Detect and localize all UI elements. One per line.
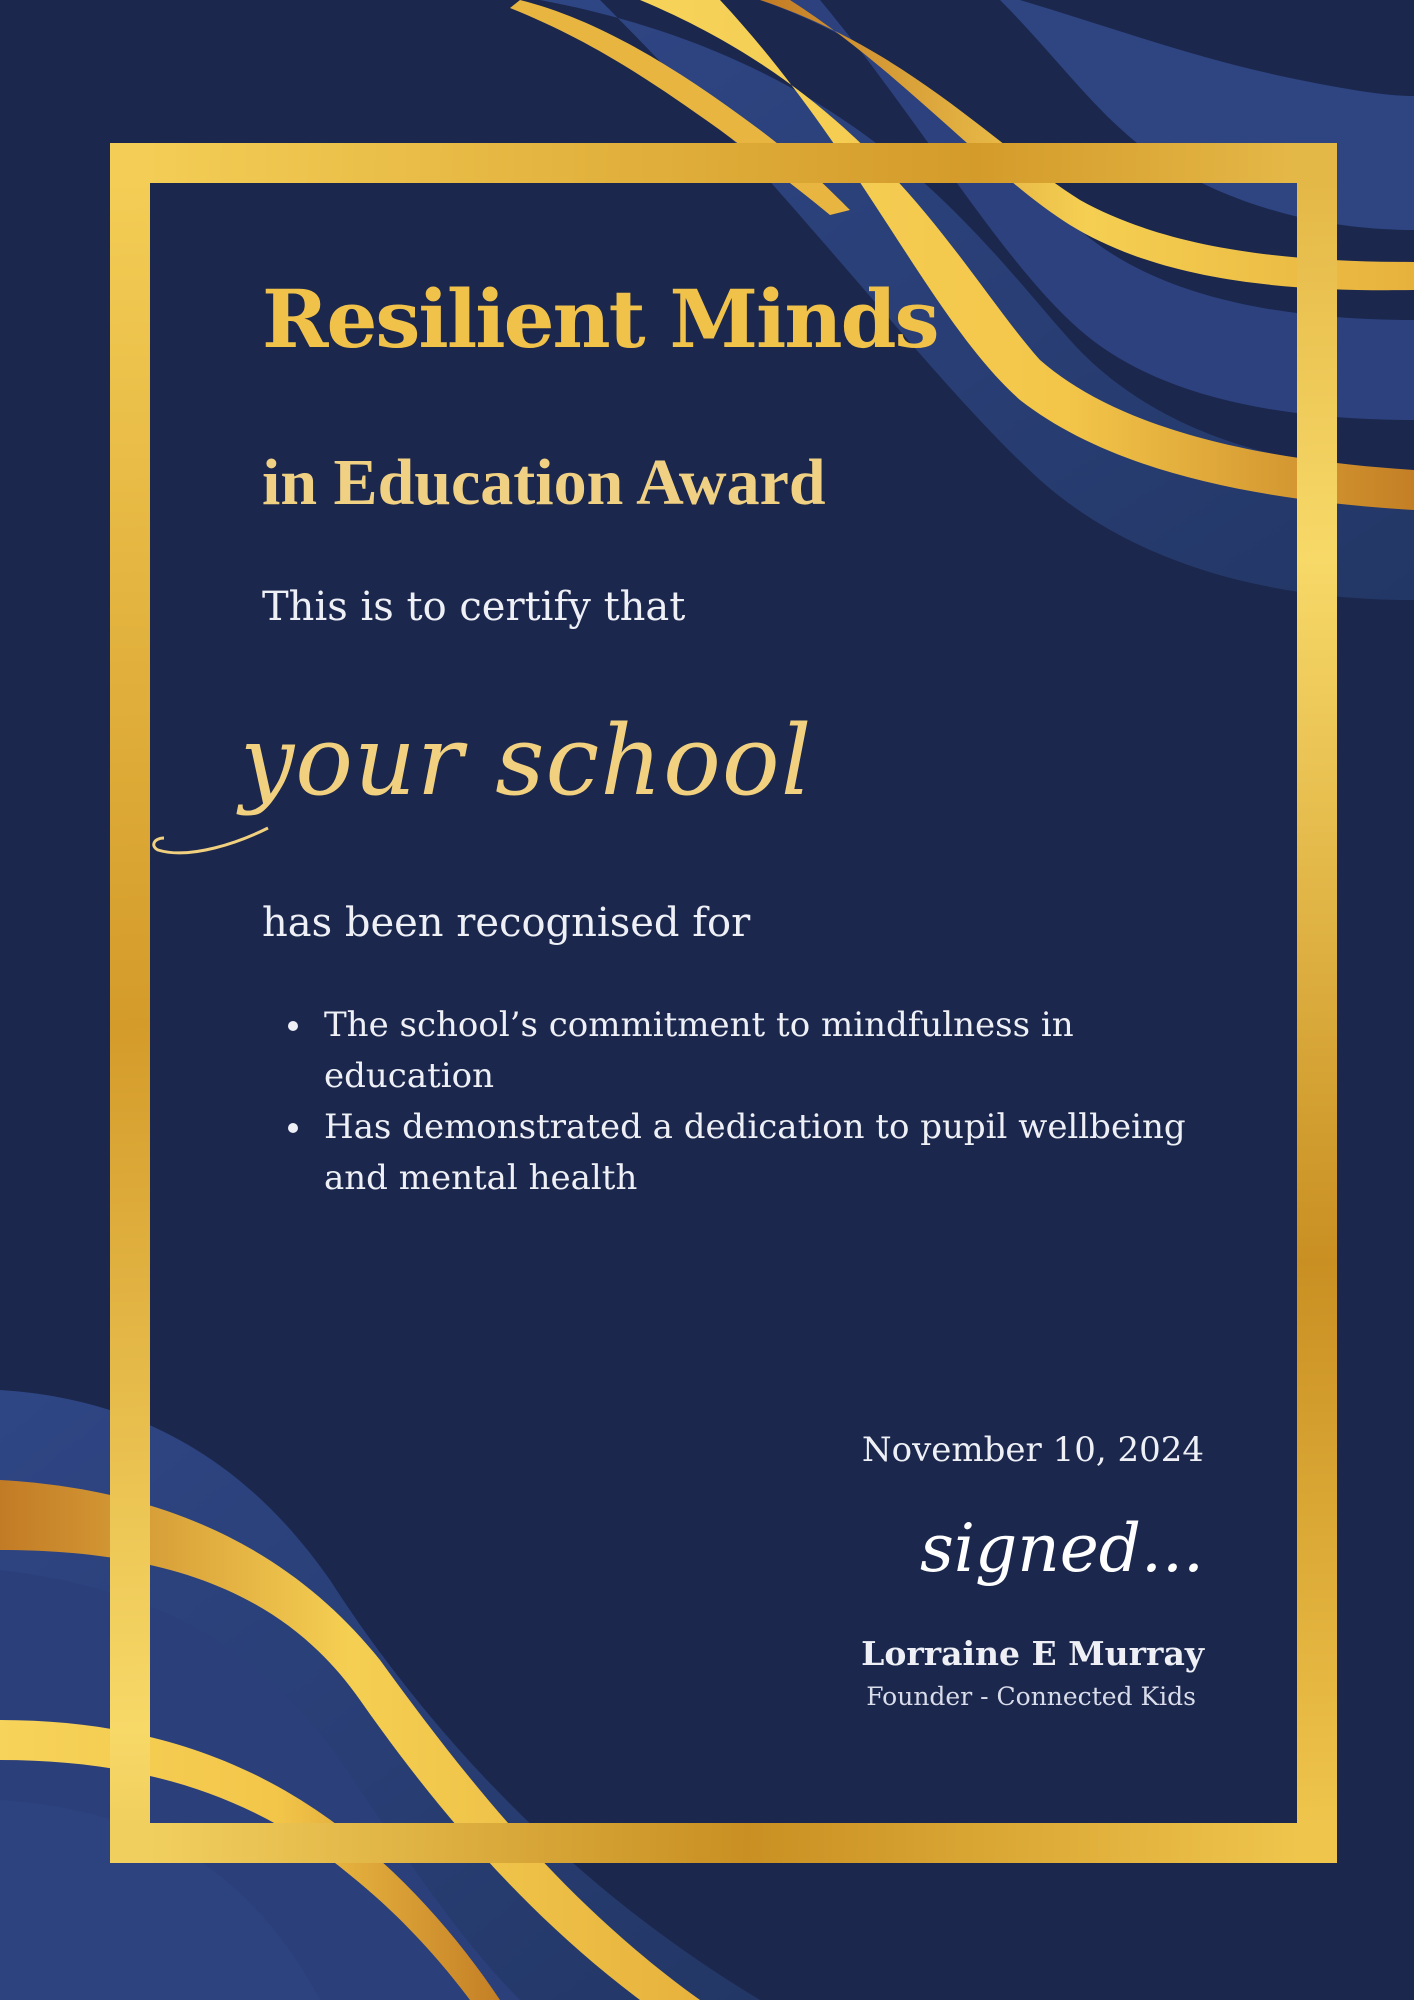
- award-title: Resilient Minds: [262, 272, 938, 366]
- signature: signed...: [920, 1510, 1204, 1587]
- reason-text: Has demonstrated a dedication to pupil wellbeing and mental health: [324, 1107, 1186, 1198]
- bullet-icon: [288, 1021, 298, 1031]
- recognised-text: has been recognised for: [262, 900, 751, 946]
- reasons-list: [262, 1000, 1222, 1204]
- bullet-icon: [288, 1123, 298, 1133]
- recipient-name: your school: [240, 705, 813, 817]
- signer-name: Lorraine E Murray: [861, 1634, 1204, 1673]
- certify-text: This is to certify that: [262, 584, 686, 630]
- award-date: November 10, 2024: [861, 1430, 1204, 1470]
- list-item: [262, 1102, 1222, 1204]
- reason-text: The school’s commitment to mindfulness in education: [324, 1005, 1074, 1096]
- signer-role: Founder - Connected Kids: [866, 1682, 1196, 1711]
- award-subtitle: in Education Award: [262, 446, 826, 519]
- recipient-flourish: [150, 820, 270, 860]
- list-item: [262, 1000, 1222, 1102]
